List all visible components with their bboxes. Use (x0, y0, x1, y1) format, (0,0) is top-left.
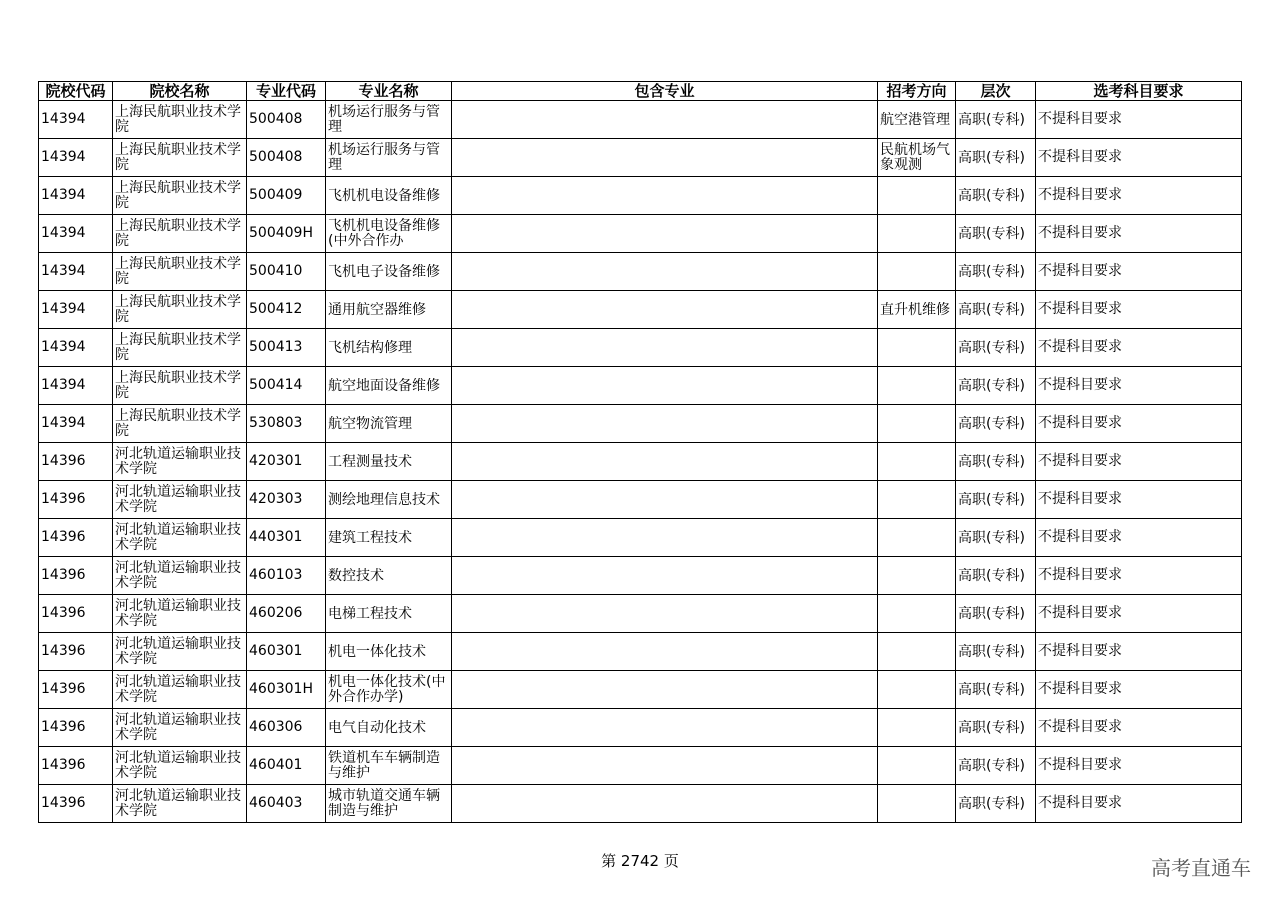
table-row (39, 291, 1242, 329)
cell-text: 高职(专科) (958, 567, 1025, 584)
cell-included-majors (452, 595, 878, 633)
cell-level (956, 367, 1036, 405)
cell-text: 高职(专科) (958, 339, 1025, 356)
cell-level (956, 519, 1036, 557)
cell-text: 直升机维修 (880, 301, 950, 318)
cell-included-majors (452, 481, 878, 519)
header-major-name: 专业名称 (326, 82, 452, 101)
cell-school-code: 14396 (39, 633, 113, 671)
cell-major-code: 530803 (247, 405, 326, 443)
cell-school-code: 14396 (39, 709, 113, 747)
cell-school-code: 14394 (39, 405, 113, 443)
cell-school-name (113, 519, 247, 557)
cell-major-name (326, 709, 452, 747)
cell-text: 河北轨道运输职业技术学院 (115, 636, 241, 667)
cell-school-code: 14394 (39, 253, 113, 291)
cell-text: 高职(专科) (958, 681, 1025, 698)
cell-direction (878, 747, 956, 785)
cell-level (956, 329, 1036, 367)
table-row (39, 633, 1242, 671)
cell-school-code: 14396 (39, 519, 113, 557)
cell-text (880, 689, 953, 690)
cell-direction (878, 671, 956, 709)
cell-school-code: 14396 (39, 443, 113, 481)
cell-text (880, 651, 953, 652)
cell-major-code: 460403 (247, 785, 326, 823)
cell-subject-requirement: 不提科目要求 (1036, 405, 1242, 443)
table-row (39, 139, 1242, 177)
cell-text (880, 423, 953, 424)
table-row (39, 785, 1242, 823)
cell-subject-requirement: 不提科目要求 (1036, 671, 1242, 709)
cell-text: 高职(专科) (958, 187, 1025, 204)
cell-major-code: 500409H (247, 215, 326, 253)
header-direction: 招考方向 (878, 82, 956, 101)
cell-direction (878, 367, 956, 405)
cell-subject-requirement: 不提科目要求 (1036, 367, 1242, 405)
cell-text: 上海民航职业技术学院 (115, 142, 241, 173)
cell-school-name (113, 329, 247, 367)
cell-text: 工程测量技术 (328, 453, 412, 470)
cell-school-name (113, 747, 247, 785)
cell-text: 上海民航职业技术学院 (115, 332, 241, 363)
cell-text: 高职(专科) (958, 757, 1025, 774)
cell-text: 航空港管理 (880, 111, 950, 128)
cell-level (956, 785, 1036, 823)
cell-major-name (326, 557, 452, 595)
cell-level (956, 177, 1036, 215)
cell-major-name (326, 139, 452, 177)
cell-text: 高职(专科) (958, 719, 1025, 736)
cell-major-name (326, 253, 452, 291)
cell-major-code: 420303 (247, 481, 326, 519)
cell-school-name (113, 101, 247, 139)
cell-school-name (113, 215, 247, 253)
table-row (39, 595, 1242, 633)
cell-major-code: 500413 (247, 329, 326, 367)
cell-included-majors (452, 709, 878, 747)
cell-included-majors (452, 785, 878, 823)
cell-subject-requirement: 不提科目要求 (1036, 481, 1242, 519)
cell-major-name (326, 633, 452, 671)
cell-text: 通用航空器维修 (328, 301, 426, 318)
cell-school-name (113, 253, 247, 291)
table-row (39, 443, 1242, 481)
cell-text (880, 575, 953, 576)
cell-subject-requirement: 不提科目要求 (1036, 101, 1242, 139)
cell-text: 机场运行服务与管理 (328, 142, 440, 173)
cell-major-name (326, 101, 452, 139)
table-row (39, 253, 1242, 291)
cell-direction (878, 557, 956, 595)
cell-included-majors (452, 177, 878, 215)
cell-major-name (326, 329, 452, 367)
cell-school-code: 14396 (39, 481, 113, 519)
cell-major-code: 460401 (247, 747, 326, 785)
table-row (39, 329, 1242, 367)
cell-text: 上海民航职业技术学院 (115, 104, 241, 135)
cell-text: 高职(专科) (958, 377, 1025, 394)
cell-text (880, 233, 953, 234)
cell-text: 高职(专科) (958, 491, 1025, 508)
cell-text: 飞机电子设备维修 (328, 263, 440, 280)
cell-subject-requirement: 不提科目要求 (1036, 709, 1242, 747)
cell-school-name (113, 177, 247, 215)
cell-text (880, 195, 953, 196)
cell-text: 电气自动化技术 (328, 719, 426, 736)
cell-text: 电梯工程技术 (328, 605, 412, 622)
cell-school-name (113, 139, 247, 177)
cell-major-code: 500408 (247, 101, 326, 139)
cell-text: 高职(专科) (958, 225, 1025, 242)
cell-major-code: 460206 (247, 595, 326, 633)
cell-included-majors (452, 557, 878, 595)
cell-major-code: 500409 (247, 177, 326, 215)
cell-text: 建筑工程技术 (328, 529, 412, 546)
cell-school-code: 14394 (39, 177, 113, 215)
cell-direction (878, 139, 956, 177)
watermark: 高考直通车 (1151, 856, 1251, 880)
cell-text (880, 461, 953, 462)
cell-direction (878, 101, 956, 139)
cell-school-code: 14394 (39, 291, 113, 329)
header-school-name: 院校名称 (113, 82, 247, 101)
cell-level (956, 557, 1036, 595)
cell-included-majors (452, 405, 878, 443)
cell-text: 高职(专科) (958, 301, 1025, 318)
cell-included-majors (452, 367, 878, 405)
cell-level (956, 139, 1036, 177)
table-row (39, 367, 1242, 405)
cell-text: 铁道机车车辆制造与维护 (328, 750, 440, 781)
cell-text: 河北轨道运输职业技术学院 (115, 446, 241, 477)
cell-level (956, 481, 1036, 519)
cell-major-code: 460306 (247, 709, 326, 747)
cell-included-majors (452, 253, 878, 291)
cell-school-code: 14394 (39, 367, 113, 405)
cell-text: 上海民航职业技术学院 (115, 370, 241, 401)
cell-text: 河北轨道运输职业技术学院 (115, 522, 241, 553)
cell-text (880, 271, 953, 272)
cell-major-code: 500414 (247, 367, 326, 405)
cell-text: 民航机场气象观测 (880, 142, 950, 173)
cell-direction (878, 785, 956, 823)
cell-major-code: 460301 (247, 633, 326, 671)
cell-major-code: 500410 (247, 253, 326, 291)
cell-subject-requirement: 不提科目要求 (1036, 215, 1242, 253)
cell-subject-requirement: 不提科目要求 (1036, 595, 1242, 633)
cell-major-name (326, 443, 452, 481)
cell-text (880, 537, 953, 538)
cell-text: 测绘地理信息技术 (328, 491, 440, 508)
cell-included-majors (452, 101, 878, 139)
cell-text: 上海民航职业技术学院 (115, 180, 241, 211)
table-row (39, 405, 1242, 443)
cell-school-name (113, 785, 247, 823)
cell-direction (878, 519, 956, 557)
table-row (39, 215, 1242, 253)
cell-text: 河北轨道运输职业技术学院 (115, 788, 241, 819)
cell-text: 机电一体化技术(中外合作办学) (328, 674, 446, 705)
cell-school-code: 14396 (39, 785, 113, 823)
cell-text: 机电一体化技术 (328, 643, 426, 660)
cell-direction (878, 709, 956, 747)
cell-school-name (113, 481, 247, 519)
cell-text (880, 499, 953, 500)
cell-school-name (113, 443, 247, 481)
cell-major-code: 420301 (247, 443, 326, 481)
cell-direction (878, 595, 956, 633)
cell-text: 河北轨道运输职业技术学院 (115, 750, 241, 781)
cell-school-code: 14394 (39, 101, 113, 139)
cell-level (956, 595, 1036, 633)
cell-major-name (326, 519, 452, 557)
header-subject-requirement: 选考科目要求 (1036, 82, 1242, 101)
cell-school-name (113, 367, 247, 405)
header-included-majors: 包含专业 (452, 82, 878, 101)
cell-text: 上海民航职业技术学院 (115, 218, 241, 249)
cell-text: 飞机机电设备维修(中外合作办 (328, 218, 440, 249)
cell-level (956, 253, 1036, 291)
cell-subject-requirement: 不提科目要求 (1036, 747, 1242, 785)
cell-text: 机场运行服务与管理 (328, 104, 440, 135)
cell-text: 河北轨道运输职业技术学院 (115, 712, 241, 743)
cell-level (956, 709, 1036, 747)
cell-subject-requirement: 不提科目要求 (1036, 443, 1242, 481)
cell-school-code: 14394 (39, 139, 113, 177)
cell-subject-requirement: 不提科目要求 (1036, 291, 1242, 329)
cell-school-name (113, 291, 247, 329)
header-level: 层次 (956, 82, 1036, 101)
cell-subject-requirement: 不提科目要求 (1036, 633, 1242, 671)
cell-major-name (326, 367, 452, 405)
table-row (39, 709, 1242, 747)
cell-included-majors (452, 291, 878, 329)
cell-text: 高职(专科) (958, 643, 1025, 660)
cell-school-name (113, 405, 247, 443)
table-row (39, 519, 1242, 557)
cell-included-majors (452, 139, 878, 177)
cell-major-code: 460301H (247, 671, 326, 709)
cell-subject-requirement: 不提科目要求 (1036, 253, 1242, 291)
cell-included-majors (452, 329, 878, 367)
cell-text: 上海民航职业技术学院 (115, 408, 241, 439)
cell-text (880, 347, 953, 348)
cell-text (880, 613, 953, 614)
cell-major-name (326, 177, 452, 215)
table-row (39, 177, 1242, 215)
cell-text (880, 803, 953, 804)
cell-text: 河北轨道运输职业技术学院 (115, 484, 241, 515)
cell-major-name (326, 595, 452, 633)
cell-text: 高职(专科) (958, 529, 1025, 546)
cell-text: 河北轨道运输职业技术学院 (115, 598, 241, 629)
cell-school-name (113, 671, 247, 709)
cell-text: 河北轨道运输职业技术学院 (115, 674, 241, 705)
cell-direction (878, 291, 956, 329)
cell-subject-requirement: 不提科目要求 (1036, 329, 1242, 367)
cell-text: 河北轨道运输职业技术学院 (115, 560, 241, 591)
cell-major-code: 440301 (247, 519, 326, 557)
cell-text: 高职(专科) (958, 263, 1025, 280)
header-school-code: 院校代码 (39, 82, 113, 101)
cell-level (956, 443, 1036, 481)
cell-text: 高职(专科) (958, 453, 1025, 470)
cell-included-majors (452, 443, 878, 481)
cell-included-majors (452, 633, 878, 671)
cell-school-code: 14394 (39, 215, 113, 253)
cell-included-majors (452, 215, 878, 253)
header-row (39, 82, 1242, 101)
cell-direction (878, 633, 956, 671)
cell-text: 飞机机电设备维修 (328, 187, 440, 204)
cell-text (880, 765, 953, 766)
cell-major-name (326, 671, 452, 709)
cell-school-name (113, 709, 247, 747)
cell-school-code: 14396 (39, 671, 113, 709)
cell-school-code: 14396 (39, 747, 113, 785)
cell-school-code: 14396 (39, 557, 113, 595)
cell-text: 城市轨道交通车辆制造与维护 (328, 788, 440, 819)
cell-text (880, 385, 953, 386)
table-row (39, 481, 1242, 519)
cell-subject-requirement: 不提科目要求 (1036, 785, 1242, 823)
cell-direction (878, 405, 956, 443)
cell-subject-requirement: 不提科目要求 (1036, 139, 1242, 177)
cell-direction (878, 443, 956, 481)
cell-subject-requirement: 不提科目要求 (1036, 177, 1242, 215)
table-body (39, 101, 1242, 823)
page-number: 第 2742 页 (601, 852, 679, 870)
cell-level (956, 747, 1036, 785)
table-row (39, 557, 1242, 595)
cell-text (880, 727, 953, 728)
cell-major-code: 460103 (247, 557, 326, 595)
cell-direction (878, 253, 956, 291)
cell-text: 数控技术 (328, 567, 384, 584)
cell-school-name (113, 557, 247, 595)
table-row (39, 101, 1242, 139)
cell-level (956, 291, 1036, 329)
table-row (39, 671, 1242, 709)
admission-table (38, 81, 1242, 823)
cell-direction (878, 481, 956, 519)
cell-school-name (113, 595, 247, 633)
cell-major-name (326, 405, 452, 443)
table-row (39, 747, 1242, 785)
cell-text: 航空物流管理 (328, 415, 412, 432)
cell-major-code: 500408 (247, 139, 326, 177)
cell-direction (878, 177, 956, 215)
cell-school-name (113, 633, 247, 671)
cell-level (956, 633, 1036, 671)
cell-major-name (326, 291, 452, 329)
cell-text: 高职(专科) (958, 415, 1025, 432)
cell-major-name (326, 215, 452, 253)
cell-major-name (326, 785, 452, 823)
cell-level (956, 101, 1036, 139)
cell-text: 高职(专科) (958, 795, 1025, 812)
cell-level (956, 405, 1036, 443)
cell-text: 飞机结构修理 (328, 339, 412, 356)
cell-major-name (326, 481, 452, 519)
cell-included-majors (452, 747, 878, 785)
cell-included-majors (452, 671, 878, 709)
cell-text: 上海民航职业技术学院 (115, 256, 241, 287)
cell-text: 高职(专科) (958, 149, 1025, 166)
cell-direction (878, 329, 956, 367)
cell-major-name (326, 747, 452, 785)
cell-subject-requirement: 不提科目要求 (1036, 519, 1242, 557)
cell-school-code: 14394 (39, 329, 113, 367)
cell-subject-requirement: 不提科目要求 (1036, 557, 1242, 595)
cell-text: 高职(专科) (958, 605, 1025, 622)
cell-included-majors (452, 519, 878, 557)
cell-school-code: 14396 (39, 595, 113, 633)
cell-text: 航空地面设备维修 (328, 377, 440, 394)
cell-major-code: 500412 (247, 291, 326, 329)
cell-text: 高职(专科) (958, 111, 1025, 128)
cell-level (956, 215, 1036, 253)
header-major-code: 专业代码 (247, 82, 326, 101)
cell-level (956, 671, 1036, 709)
cell-direction (878, 215, 956, 253)
cell-text: 上海民航职业技术学院 (115, 294, 241, 325)
